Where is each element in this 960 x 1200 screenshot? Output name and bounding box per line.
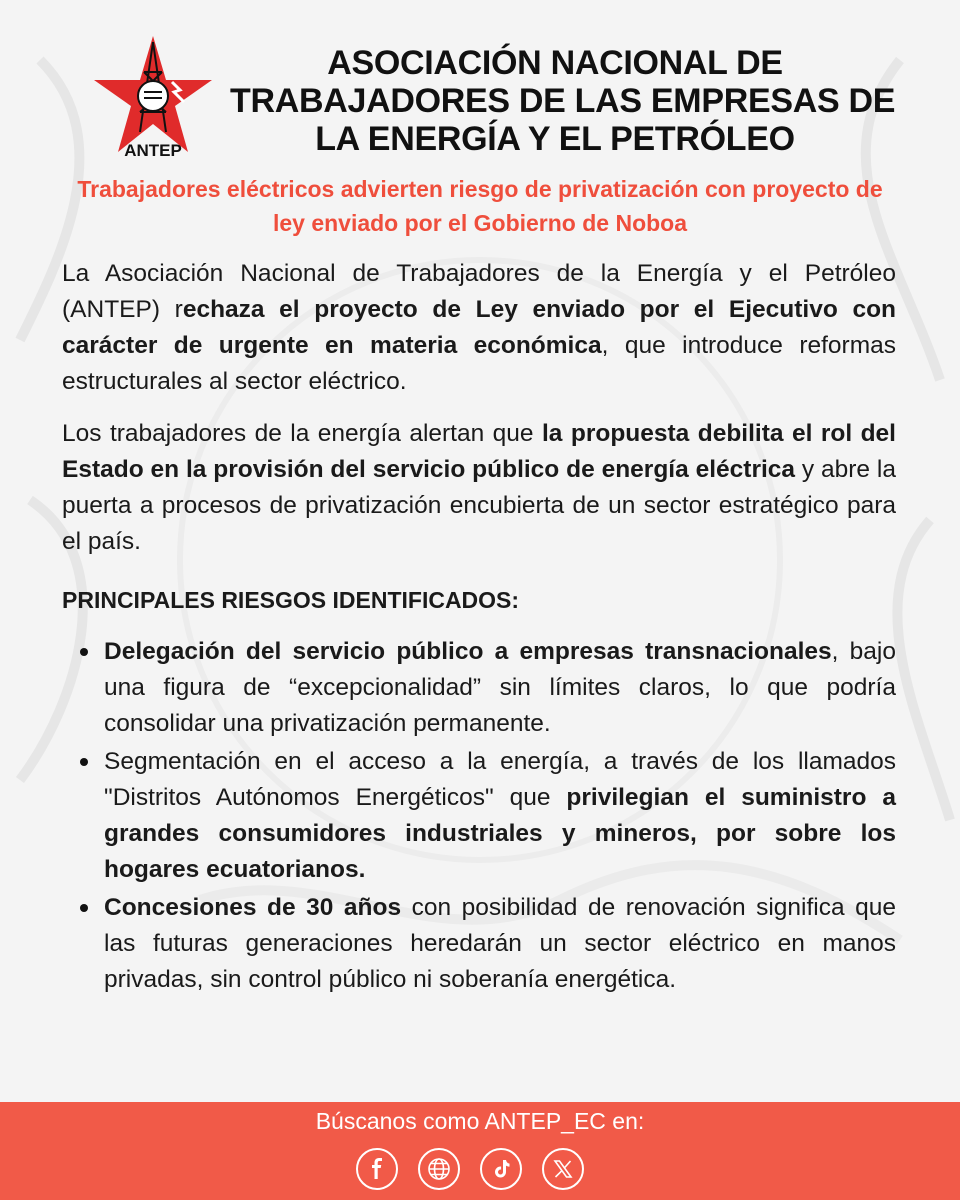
paragraph-intro	[62, 256, 896, 400]
text-span: y abre la puerta a procesos de privatización encubierta de un sector estratégico para el país.	[62, 456, 896, 555]
logo-text: ANTEP	[124, 141, 182, 160]
x-icon[interactable]	[542, 1148, 584, 1190]
org-title-line: TRABAJADORES DE LAS EMPRESAS DE	[230, 82, 896, 120]
paragraph-alert	[62, 416, 896, 560]
footer-text: Búscanos como ANTEP_EC en:	[315, 1108, 645, 1134]
social-links	[356, 1148, 606, 1194]
organization-title	[230, 44, 896, 158]
org-title-line: ASOCIACIÓN NACIONAL DE	[327, 44, 783, 82]
header	[0, 22, 960, 162]
text-emphasis: Concesiones de 30 años	[104, 894, 402, 921]
text-emphasis: Delegación del servicio público a empresas transnacionales	[104, 638, 832, 665]
text-span: con posibilidad de renovación significa que las futuras generaciones heredarán un sector eléctrico en manos privadas, sin control público ni soberanía energética.	[104, 894, 897, 993]
tiktok-icon[interactable]	[480, 1148, 522, 1190]
list-item	[104, 890, 896, 998]
text-span: , que introduce reformas estructurales al sector eléctrico.	[62, 332, 896, 395]
text-span: Segmentación en el acceso a la energía, a través de los llamados "Distritos Autónomos Energéticos" que	[104, 748, 896, 811]
text-emphasis: la propuesta debilita el rol del Estado en la provisión del servicio público de energía eléctrica	[62, 420, 896, 483]
logo-fist-icon	[138, 81, 168, 111]
text-emphasis: privilegian el suministro a grandes consumidores industriales y mineros, por sobre los hogares ecuatorianos.	[104, 784, 896, 883]
risks-heading: PRINCIPALES RIESGOS IDENTIFICADOS:	[62, 587, 520, 613]
globe-icon[interactable]	[418, 1148, 460, 1190]
text-span: , bajo una figura de “excepcionalidad” sin límites claros, lo que podría consolidar una privatización permanente.	[104, 638, 896, 737]
facebook-icon[interactable]	[356, 1148, 398, 1190]
footer	[0, 1102, 960, 1200]
list-item	[104, 744, 896, 888]
text-span: Los trabajadores de la energía alertan que	[62, 420, 542, 447]
risks-list	[62, 634, 896, 998]
text-emphasis: echaza el proyecto de Ley enviado por el Ejecutivo con carácter de urgente en materia económica	[62, 296, 896, 359]
body-text	[62, 256, 896, 1000]
headline: Trabajadores eléctricos advierten riesgo de privatización con proyecto de ley enviado por el Gobierno de Noboa	[77, 176, 883, 236]
org-title-line: LA ENERGÍA Y EL PETRÓLEO	[315, 120, 795, 158]
antep-logo	[92, 32, 214, 162]
list-item	[104, 634, 896, 742]
text-span: La Asociación Nacional de Trabajadores de la Energía y el Petróleo (ANTEP) r	[62, 260, 896, 323]
